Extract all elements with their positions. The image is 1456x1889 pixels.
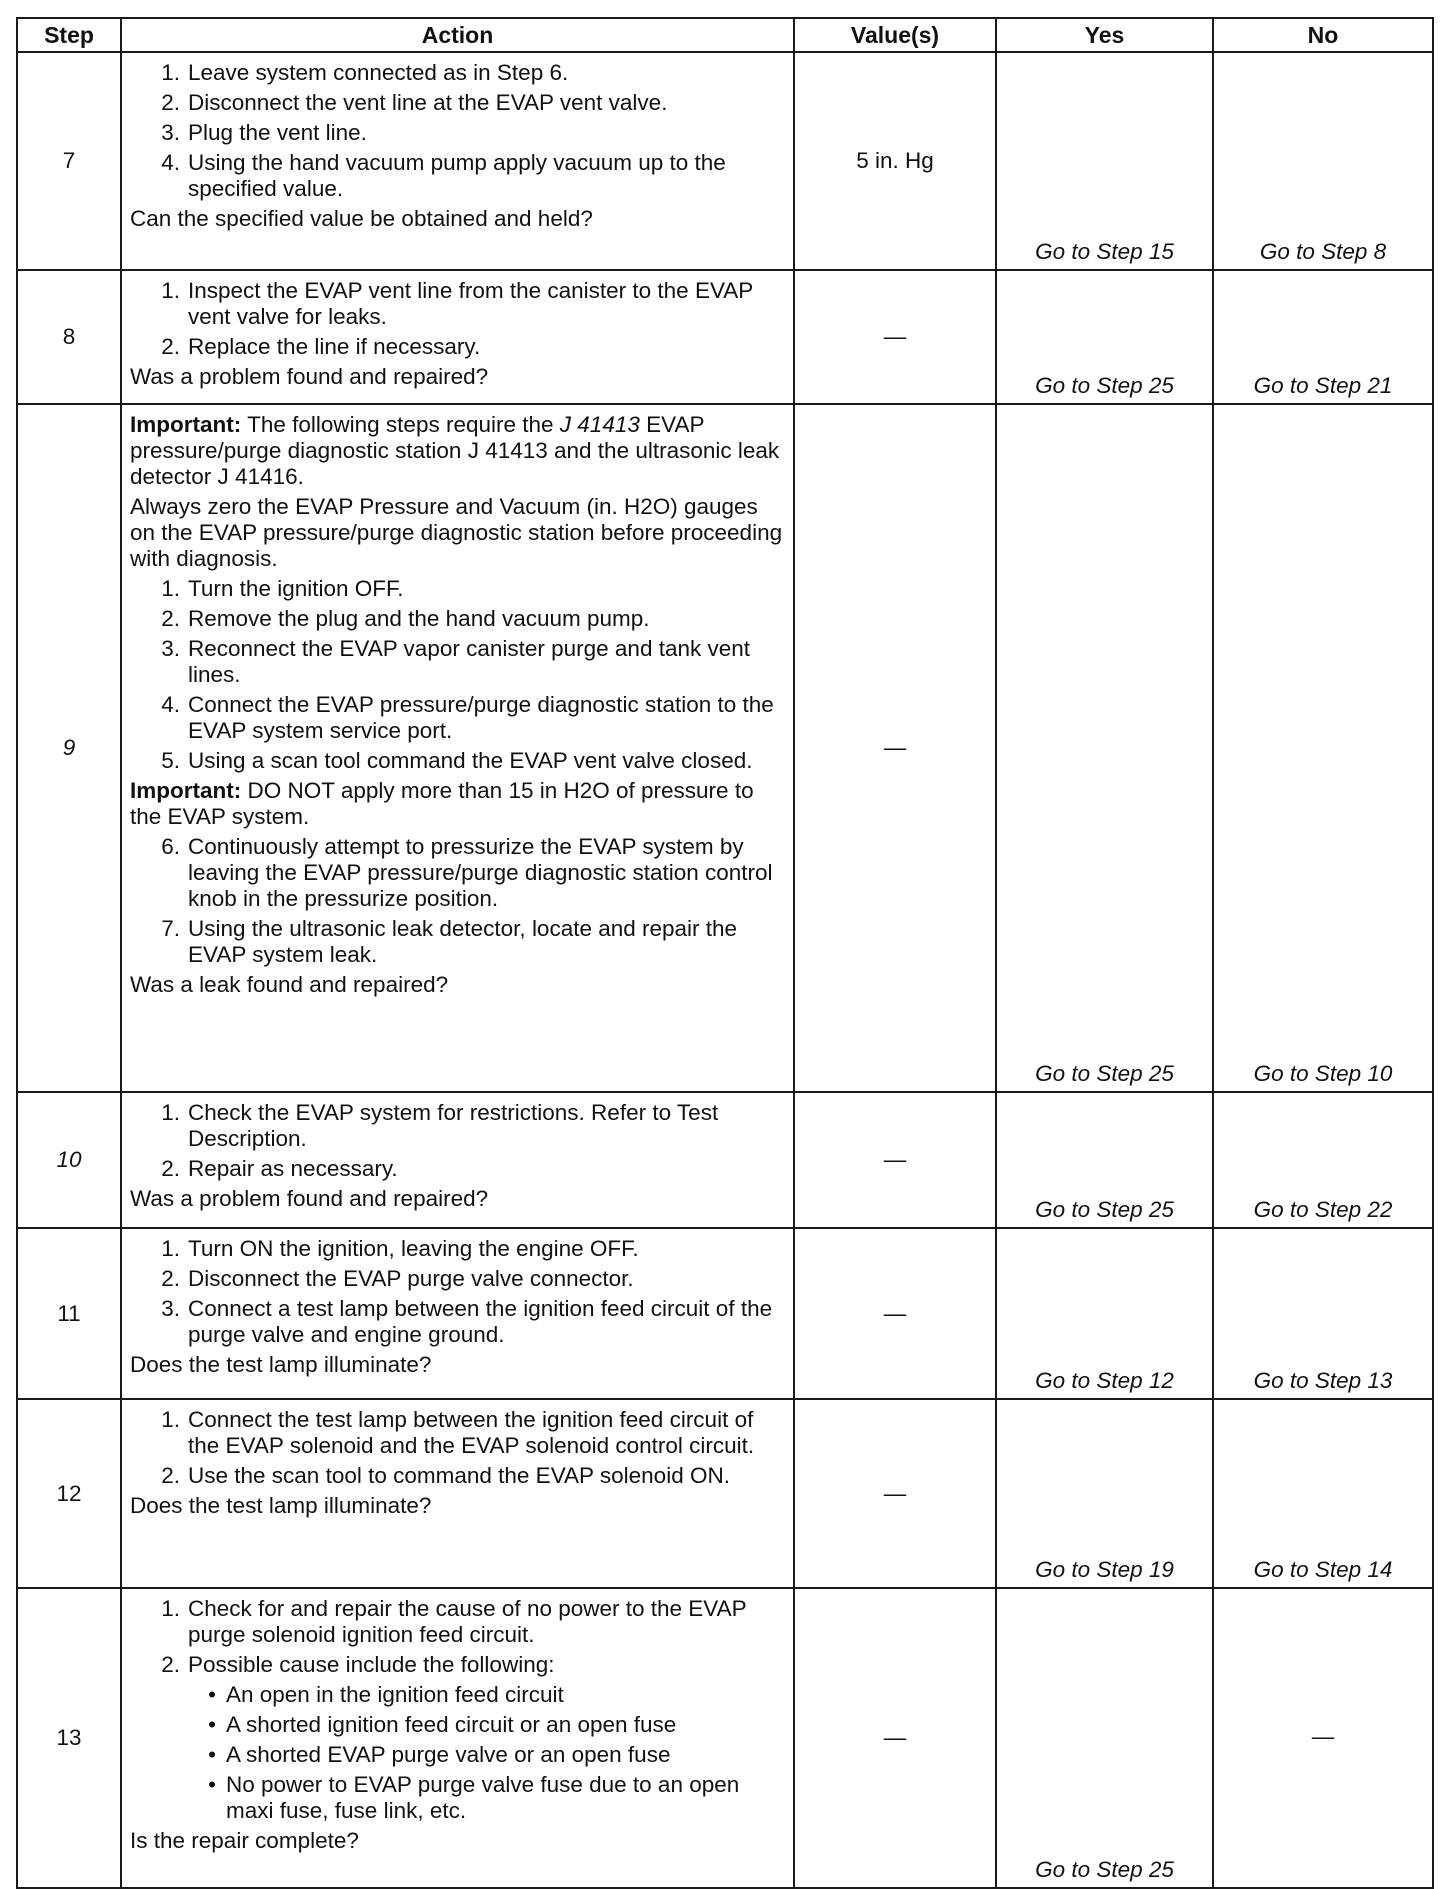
bullet-item: • No power to EVAP purge valve fuse due to an open maxi fuse, fuse link, etc. (208, 1772, 740, 1823)
table-row (17, 1399, 1433, 1588)
value-cell: — (794, 404, 996, 1092)
value-cell: — (794, 1092, 996, 1228)
step-number: 7 (17, 52, 121, 270)
step-number: 13 (17, 1588, 121, 1888)
question-text: Was a leak found and repaired? (130, 972, 449, 997)
question-text: Was a problem found and repaired? (130, 1186, 489, 1211)
header-yes: Yes (996, 18, 1213, 52)
list-item: 1. Leave system connected as in Step 6. (161, 60, 569, 85)
list-item: 1. Connect the test lamp between the ignition feed circuit of the EVAP solenoid and the EVAP solenoid control circuit. (161, 1407, 755, 1458)
yes-cell: Go to Step 25 (996, 270, 1213, 404)
header-values: Value(s) (794, 18, 996, 52)
step-number: 10 (17, 1092, 121, 1228)
yes-cell: Go to Step 12 (996, 1228, 1213, 1399)
header-step: Step (17, 18, 121, 52)
step-number: 8 (17, 270, 121, 404)
value-cell: — (794, 1399, 996, 1588)
list-item: 1. Check for and repair the cause of no power to the EVAP purge solenoid ignition feed circuit. (161, 1596, 747, 1647)
list-item: 2. Repair as necessary. (161, 1156, 398, 1181)
action-cell (121, 270, 794, 404)
list-item: 6. Continuously attempt to pressurize the EVAP system by leaving the EVAP pressure/purge diagnostic station control knob in the pressurize position. (161, 834, 773, 911)
no-cell: Go to Step 22 (1213, 1092, 1433, 1228)
list-item: 2. Use the scan tool to command the EVAP solenoid ON. (161, 1463, 730, 1488)
table-row (17, 52, 1433, 270)
list-item: 1. Turn ON the ignition, leaving the engine OFF. (161, 1236, 639, 1261)
step-number: 9 (17, 404, 121, 1092)
table-row (17, 1228, 1433, 1399)
table-row (17, 404, 1433, 1092)
no-cell: Go to Step 13 (1213, 1228, 1433, 1399)
question-text: Can the specified value be obtained and held? (130, 206, 593, 231)
yes-cell: Go to Step 25 (996, 404, 1213, 1092)
question-text: Does the test lamp illuminate? (130, 1493, 432, 1518)
list-item: 3. Reconnect the EVAP vapor canister purge and tank vent lines. (161, 636, 751, 687)
action-cell (121, 52, 794, 270)
question-text: Does the test lamp illuminate? (130, 1352, 432, 1377)
list-item: 1. Inspect the EVAP vent line from the canister to the EVAP vent valve for leaks. (161, 278, 753, 329)
list-item: 2. Possible cause include the following: (161, 1652, 555, 1677)
bullet-item: • A shorted ignition feed circuit or an open fuse (208, 1712, 677, 1737)
list-item: 2. Remove the plug and the hand vacuum pump. (161, 606, 650, 631)
question-text: Was a problem found and repaired? (130, 364, 489, 389)
diagnostic-table (16, 17, 1434, 1889)
list-item: 3. Connect a test lamp between the ignition feed circuit of the purge valve and engine ground. (161, 1296, 773, 1347)
diagnostic-table-container (16, 17, 1432, 1889)
bullet-item: • A shorted EVAP purge valve or an open fuse (208, 1742, 671, 1767)
action-cell (121, 1399, 794, 1588)
yes-cell: Go to Step 25 (996, 1588, 1213, 1888)
action-cell (121, 1228, 794, 1399)
value-cell: — (794, 270, 996, 404)
list-item: 2. Replace the line if necessary. (161, 334, 481, 359)
bullet-item: • An open in the ignition feed circuit (208, 1682, 564, 1707)
list-item: 3. Plug the vent line. (161, 120, 367, 145)
list-item: 1. Check the EVAP system for restrictions. Refer to Test Description. (161, 1100, 719, 1151)
value-cell: 5 in. Hg (794, 52, 996, 270)
table-row (17, 1092, 1433, 1228)
step-number: 12 (17, 1399, 121, 1588)
yes-cell: Go to Step 19 (996, 1399, 1213, 1588)
table-row (17, 270, 1433, 404)
no-cell: Go to Step 8 (1213, 52, 1433, 270)
yes-cell: Go to Step 15 (996, 52, 1213, 270)
important-note: Important: The following steps require the J 41413 EVAP pressure/purge diagnostic station J 41413 and the ultrasonic leak detector J 41416. (130, 412, 780, 489)
value-cell: — (794, 1228, 996, 1399)
list-item: 5. Using a scan tool command the EVAP vent valve closed. (161, 748, 753, 773)
tool-number: J 41413 (559, 412, 640, 437)
table-row (17, 1588, 1433, 1888)
value-cell: — (794, 1588, 996, 1888)
header-action: Action (121, 18, 794, 52)
action-cell (121, 404, 794, 1092)
no-cell: Go to Step 21 (1213, 270, 1433, 404)
yes-cell: Go to Step 25 (996, 1092, 1213, 1228)
list-item: 4. Using the hand vacuum pump apply vacuum up to the specified value. (161, 150, 726, 201)
header-row (17, 18, 1433, 52)
list-item: 7. Using the ultrasonic leak detector, locate and repair the EVAP system leak. (161, 916, 738, 967)
action-cell (121, 1588, 794, 1888)
no-cell: Go to Step 14 (1213, 1399, 1433, 1588)
action-cell (121, 1092, 794, 1228)
important-note: Important: DO NOT apply more than 15 in H2O of pressure to the EVAP system. (130, 778, 754, 829)
no-cell: — (1213, 1588, 1433, 1888)
list-item: 4. Connect the EVAP pressure/purge diagnostic station to the EVAP system service port. (161, 692, 774, 743)
no-cell: Go to Step 10 (1213, 404, 1433, 1092)
step-number: 11 (17, 1228, 121, 1399)
list-item: 1. Turn the ignition OFF. (161, 576, 404, 601)
note-paragraph: Always zero the EVAP Pressure and Vacuum (in. H2O) gauges on the EVAP pressure/purge diagnostic station before proceeding with diagnosis. (130, 494, 783, 571)
list-item: 2. Disconnect the EVAP purge valve connector. (161, 1266, 634, 1291)
header-no: No (1213, 18, 1433, 52)
list-item: 2. Disconnect the vent line at the EVAP vent valve. (161, 90, 668, 115)
question-text: Is the repair complete? (130, 1828, 359, 1853)
